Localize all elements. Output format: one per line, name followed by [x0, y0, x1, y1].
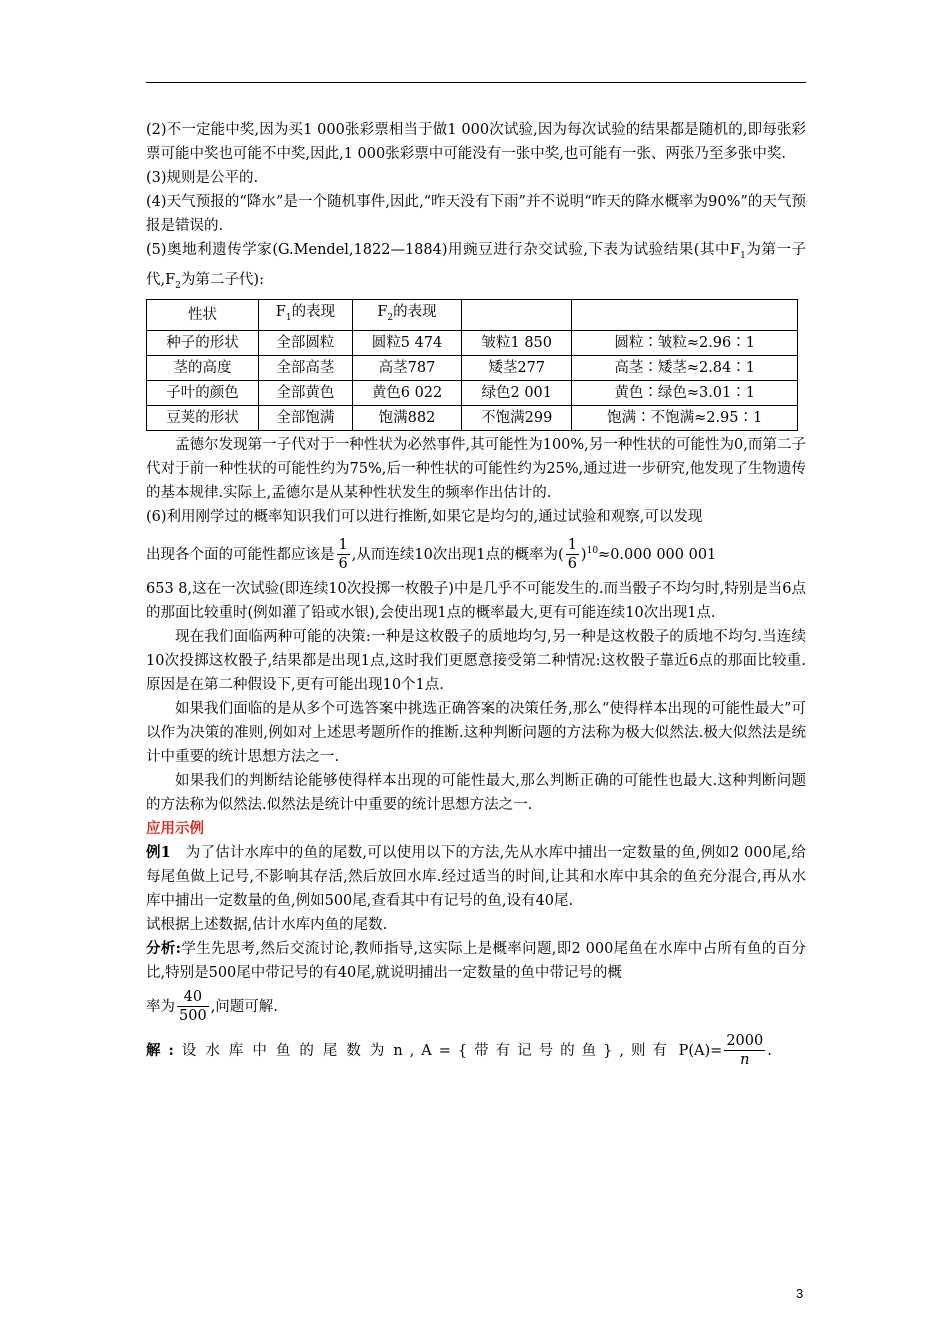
analysis-formula-line: 率为 $\frac{40}{500}$ ,问题可解.: [146, 989, 278, 1024]
answer-3: (3)规则是公平的.: [146, 170, 259, 186]
page-body: [146, 118, 806, 1073]
analysis-paragraph: 分析:学生先思考,然后交流讨论,教师指导,这实际上是概率问题,即2 000尾鱼在水库中占所有鱼的百分比,特别是500尾中带记号的有40尾,就说明捕出一定数量的鱼中带记号的概: [146, 939, 806, 981]
solution-label: 解: [146, 1041, 161, 1059]
table-row: [147, 405, 798, 430]
table-row: [147, 355, 798, 380]
mendel-paragraph: 孟德尔发现第一子代对于一种性状为必然事件,其可能性为100%,另一种性状的可能性为0,而第二子代对于前一种性状的可能性约为75%,后一种性状的可能性约为25%,通过进一步研究,他发现了生物遗传的基本规律.实际上,孟德尔是从某种性状发生的频率作出估计的.: [146, 436, 806, 501]
table-cell: 全部圆粒: [259, 330, 353, 355]
table-cell: 黄色∶绿色≈3.01∶1: [572, 380, 798, 405]
table-cell: 不饱满299: [462, 405, 572, 430]
decision-paragraph: 现在我们面临两种可能的决策:一种是这枚骰子的质地均匀,另一种是这枚骰子的质地不均匀.当连续10次投掷这枚骰子,结果都是出现1点,这时我们更愿意接受第二种情况:这枚骰子靠近6点的那面比较重.原因是在第二种假设下,更有可能出现10个1点.: [146, 628, 806, 693]
table-cell: 饱满882: [352, 405, 461, 430]
example-question: 试根据上述数据,估计水库内鱼的尾数.: [146, 916, 388, 933]
mendel-results-table: [146, 299, 798, 431]
example-1: 例1 为了估计水库中的鱼的尾数,可以使用以下的方法,先从水库中捕出一定数量的鱼,例如2 000尾,给每尾鱼做上记号,不影响其存活,然后放回水库.经过适当的时间,让其和水库中其余的鱼充分混合,再从水库中捕出一定数量的鱼,例如500尾,查看其中有记号的鱼,设有40尾.: [146, 843, 806, 909]
answer-6-rest: 653 8,这在一次试验(即连续10次投掷一枚骰子)中是几乎不可能发生的.而当骰子不均匀时,特别是当6点的那面比较重时(例如灌了铅或水银),会使出现1点的概率最大,更有可能连续10次出现1点.: [146, 580, 806, 621]
answer-4: (4)天气预报的“降水”是一个随机事件,因此,“昨天没有下雨”并不说明“昨天的降水概率为90%”的天气预报是错误的.: [146, 194, 806, 234]
table-cell: 豆荚的形状: [147, 405, 259, 430]
table-header-cell: [572, 299, 798, 330]
table-cell: 子叶的颜色: [147, 380, 259, 405]
table-cell: 绿色2 001: [462, 380, 572, 405]
table-cell: 高茎787: [352, 355, 461, 380]
table-cell: 种子的形状: [147, 330, 259, 355]
table-cell: 圆粒∶皱粒≈2.96∶1: [572, 330, 798, 355]
page-number: 3: [796, 1286, 804, 1301]
table-row: [147, 380, 798, 405]
fraction-40-500: $\frac{40}{500}$: [179, 989, 207, 1024]
table-header-cell: $F_1$的表现: [259, 299, 353, 330]
fraction-one-sixth: $\frac{1}{6}$: [338, 537, 348, 572]
table-cell: 全部黄色: [259, 380, 353, 405]
table-cell: 全部饱满: [259, 405, 353, 430]
table-row: [147, 330, 798, 355]
table-header-cell: $F_2$的表现: [352, 299, 461, 330]
table-cell: 皱粒1 850: [462, 330, 572, 355]
answer-6-formula-line: 出现各个面的可能性都应该是 $\frac{1}{6}$ ,从而连续10次出现1点的概率为( $\frac{1}{6}$ )$^{10}$≈0.000 000 001: [146, 537, 717, 572]
table-header-cell: 性状: [147, 299, 259, 330]
table-header-row: [147, 299, 798, 330]
likelihood-paragraph: 如果我们的判断结论能够使得样本出现的可能性最大,那么判断正确的可能性也最大.这种判断问题的方法称为似然法.似然法是统计中重要的统计思想方法之一.: [146, 772, 806, 813]
fraction-2000-n: $\frac{2000}{n}$: [726, 1033, 764, 1068]
header-rule: [146, 82, 806, 83]
table-cell: 茎的高度: [147, 355, 259, 380]
table-cell: 全部高茎: [259, 355, 353, 380]
answer-5: (5)奥地利遗传学家(G.Mendel,1822—1884)用豌豆进行杂交试验,下表为试验结果(其中$F_1$为第一子代$,F_2$为第二子代):: [146, 242, 806, 291]
analysis-label: 分析:: [146, 939, 181, 957]
table-header-cell: [462, 299, 572, 330]
table-cell: 高茎∶矮茎≈2.84∶1: [572, 355, 798, 380]
section-title: 应用示例: [146, 819, 204, 837]
table-cell: 黄色6 022: [352, 380, 461, 405]
mle-paragraph: 如果我们面临的是从多个可选答案中挑选正确答案的决策任务,那么“使得样本出现的可能性最大”可以作为决策的准则,例如对上述思考题所作的推断.这种判断问题的方法称为极大似然法.极大似然法是统计中重要的统计思想方法之一.: [146, 700, 806, 765]
table-cell: 饱满∶不饱满≈2.95∶1: [572, 405, 798, 430]
example-label: 例1: [146, 843, 171, 861]
fraction-one-sixth-power: $\frac{1}{6}$: [567, 537, 577, 572]
table-cell: 矮茎277: [462, 355, 572, 380]
answer-2: (2)不一定能中奖,因为买1 000张彩票相当于做1 000次试验,因为每次试验的结果都是随机的,即每张彩票可能中奖也可能不中奖,因此,1 000张彩票中可能没有一张中奖,也可能有一张、两张乃至多张中奖.: [146, 122, 806, 162]
solution-line: 解 : 设水库中鱼的尾数为n,A={带有记号的鱼},则有 P(A)= $\frac{2000}{n}$ .: [146, 1033, 772, 1068]
table-cell: 圆粒5 474: [352, 330, 461, 355]
answer-6-line1: (6)利用刚学过的概率知识我们可以进行推断,如果它是均匀的,通过试验和观察,可以发现: [146, 508, 703, 525]
